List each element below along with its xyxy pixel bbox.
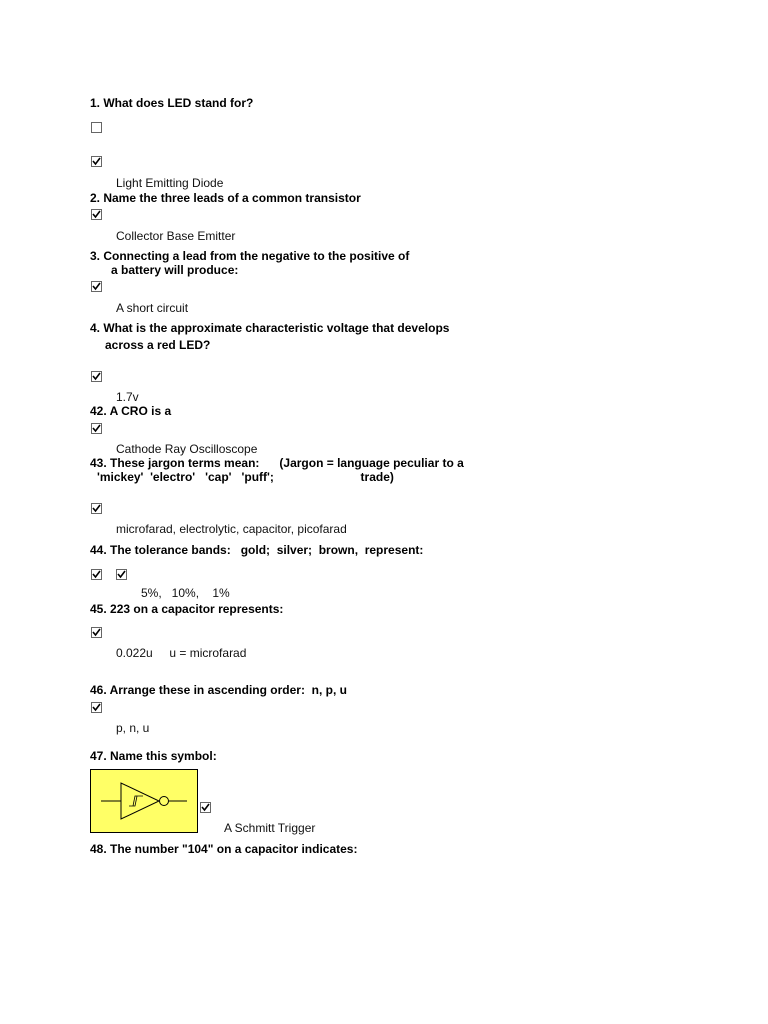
answer-42: Cathode Ray Oscilloscope: [116, 442, 258, 456]
checkbox-q42[interactable]: [91, 423, 102, 434]
question-4-line1: 4. What is the approximate characteristic voltage that develops: [90, 321, 450, 335]
answer-44: 5%, 10%, 1%: [141, 586, 230, 600]
checkbox-q4[interactable]: [91, 371, 102, 382]
check-mark-icon: [92, 372, 101, 381]
check-mark-icon: [201, 803, 210, 812]
answer-43: microfarad, electrolytic, capacitor, picofarad: [116, 522, 347, 536]
checkbox-q2[interactable]: [91, 209, 102, 220]
question-48-text: 48. The number "104" on a capacitor indicates:: [90, 842, 358, 856]
question-45-text: 45. 223 on a capacitor represents:: [90, 602, 284, 616]
question-2-text: 2. Name the three leads of a common transistor: [90, 191, 361, 205]
checkbox-q46[interactable]: [91, 702, 102, 713]
checkbox-q44-a[interactable]: [91, 569, 102, 580]
check-mark-icon: [92, 424, 101, 433]
checkbox-q44-b[interactable]: [116, 569, 127, 580]
question-43-line1: 43. These jargon terms mean: (Jargon = language peculiar to a: [90, 456, 464, 470]
answer-46: p, n, u: [116, 721, 150, 735]
schmitt-trigger-symbol-icon: [90, 769, 198, 833]
check-mark-icon: [92, 157, 101, 166]
checkbox-q45[interactable]: [91, 627, 102, 638]
answer-2: Collector Base Emitter: [116, 229, 236, 243]
answer-1: Light Emitting Diode: [116, 176, 224, 190]
checkbox-q1-unchecked[interactable]: [91, 122, 102, 133]
answer-47: A Schmitt Trigger: [224, 821, 316, 835]
check-mark-icon: [117, 570, 126, 579]
question-4-line2: across a red LED?: [105, 338, 211, 352]
check-mark-icon: [92, 282, 101, 291]
check-mark-icon: [92, 210, 101, 219]
answer-3: A short circuit: [116, 301, 189, 315]
question-1-text: 1. What does LED stand for?: [90, 96, 254, 110]
checkbox-q43[interactable]: [91, 503, 102, 514]
question-46-text: 46. Arrange these in ascending order: n, p, u: [90, 683, 347, 697]
check-mark-icon: [92, 570, 101, 579]
question-43-line2: 'mickey' 'electro' 'cap' 'puff'; trade): [97, 470, 394, 484]
checkbox-q47[interactable]: [200, 802, 211, 813]
answer-4: 1.7v: [116, 390, 139, 404]
question-3-line2: a battery will produce:: [111, 263, 239, 277]
answer-45: 0.022u u = microfarad: [116, 646, 247, 660]
question-3-line1: 3. Connecting a lead from the negative to the positive of: [90, 249, 410, 263]
question-42-text: 42. A CRO is a: [90, 404, 172, 418]
check-mark-icon: [92, 504, 101, 513]
check-mark-icon: [92, 628, 101, 637]
check-mark-icon: [92, 703, 101, 712]
question-44-text: 44. The tolerance bands: gold; silver; brown, represent:: [90, 543, 424, 557]
checkbox-q3[interactable]: [91, 281, 102, 292]
question-47-text: 47. Name this symbol:: [90, 749, 217, 763]
checkbox-q1-checked[interactable]: [91, 156, 102, 167]
